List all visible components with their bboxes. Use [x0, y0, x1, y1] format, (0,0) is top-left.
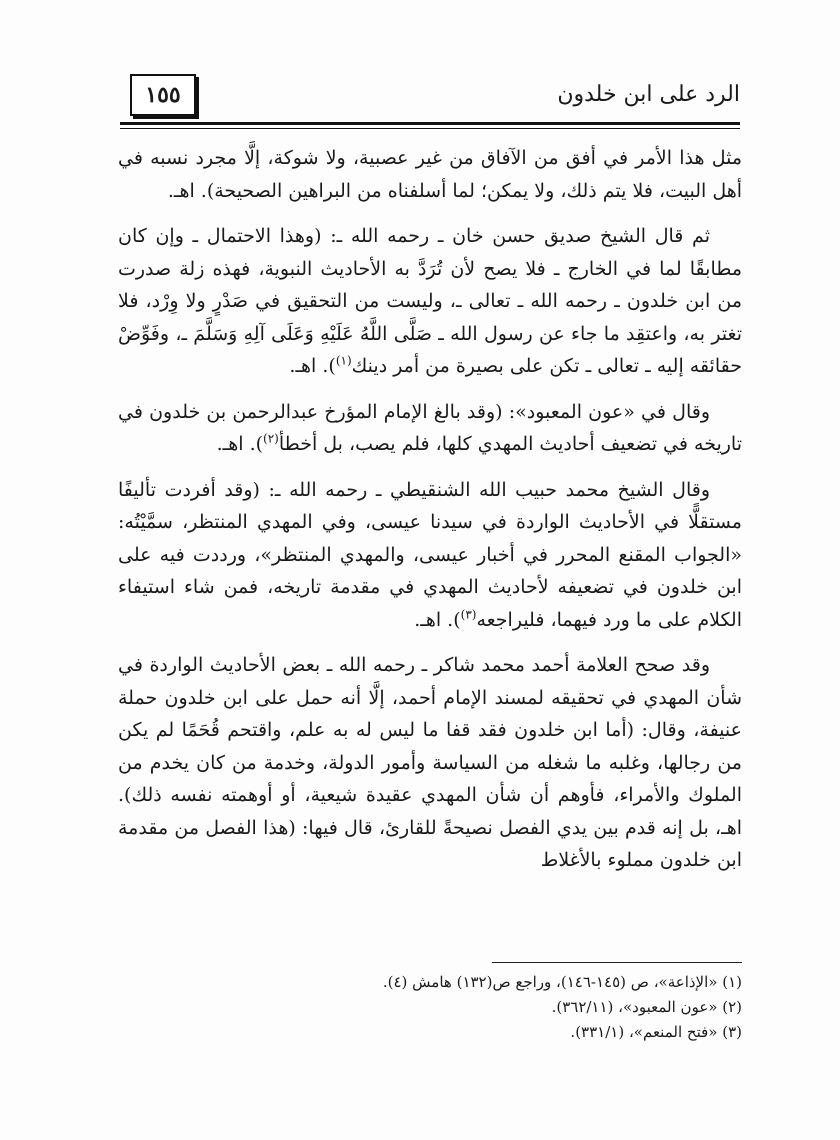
paragraph-text: وقال الشيخ محمد حبيب الله الشنقيطي ـ رحمه الله ـ: (وقد أفردت تأليفًا مستقلًّا في الأحاديث الواردة في سيدنا عيسى، وفي المهدي المنتظر، سمَّيْتُه: «الجواب المقنع المحرر في أخبار عيسى، والمهدي المنتظر»، ورددت فيه على ابن خلدون في تضعيفه لأحاديث المهدي في مقدمة تاريخه، فمن شاء استيفاء الكلام على ما ورد فيهما، فليراجعه	[118, 478, 742, 631]
footnote-ref[interactable]: (٣)	[460, 607, 477, 622]
running-title: الرد على ابن خلدون	[557, 82, 740, 107]
footnote-2: (٢) «عون المعبود»، (٣٦٢/١١).	[551, 998, 742, 1016]
paragraph-text: ثم قال الشيخ صديق حسن خان ـ رحمه الله ـ: (وهذا الاحتمال ـ وإن كان مطابقًا لما في الخارج ـ فلا يصح لأن تُرَدَّ به الأحاديث النبوية، فهذه زلة صدرت من ابن خلدون ـ رحمه الله ـ تعالى ـ، وليست من التحقيق في صَدْرٍ ولا وِرْد، فلا تغتر به، واعتقِد ما جاء عن رسول الله ـ صَلَّى اللَّهُ عَلَيْهِ وَعَلَى آلِهِ وَسَلَّمَ ـ، وفَوِّضْ حقائقه إليه ـ تعالى ـ تكن على بصيرة من أمر دينك	[118, 225, 742, 377]
body-text	[118, 142, 742, 890]
paragraph-2	[118, 220, 742, 383]
footnote-separator	[492, 962, 742, 963]
footnotes	[118, 970, 742, 1045]
page-number: ١٥٥	[130, 74, 196, 116]
paragraph-text: وقد صحح العلامة أحمد محمد شاكر ـ رحمه الله ـ بعض الأحاديث الواردة في شأن المهدي في تحقيقه لمسند الإمام أحمد، إلَّا أنه حمل على ابن خلدون حملة عنيفة، وقال: (أما ابن خلدون فقد قفا ما ليس له به علم، واقتحم قُحَمًا لم يكن من رجالها، وغلبه ما شغله من السياسة وأمور الدولة، وخدمة من كان يخدم من الملوك والأمراء، فأوهم أن شأن المهدي عقيدة شيعية، أو أوهمته نفسه ذلك). اهـ، بل إنه قدم بين يدي الفصل نصيحةً للقارئ، قال فيها: (هذا الفصل من مقدمة ابن خلدون مملوء بالأغلاط	[118, 654, 742, 871]
header-rule	[120, 122, 740, 125]
paragraph-text: مثل هذا الأمر في أفق من الآفاق من غير عصبية، ولا شوكة، إلَّا مجرد نسبه في أهل البيت، فلا يتم ذلك، ولا يمكن؛ لما أسلفناه من البراهين الصحيحة). اهـ.	[118, 147, 743, 202]
paragraph-tail: ). اهـ.	[216, 433, 264, 455]
paragraph-text: وقال في «عون المعبود»: (وقد بالغ الإمام المؤرخ عبدالرحمن بن خلدون في تاريخه في تضعيف أحاديث المهدي كلها، فلم يصب، بل أخطأ	[118, 400, 742, 455]
paragraph-3	[118, 396, 742, 461]
page-header	[120, 70, 740, 122]
paragraph-1	[118, 142, 742, 207]
footnote-3: (٣) «فتح المنعم»، (٣٣١/١).	[570, 1023, 742, 1041]
footnote-1: (١) «الإذاعة»، ص (١٤٥-١٤٦)، وراجع ص(١٣٢) هامش (٤).	[382, 973, 742, 991]
footnote-ref[interactable]: (٢)	[263, 431, 279, 446]
header-rule-thin	[120, 128, 740, 129]
paragraph-5	[118, 649, 742, 877]
paragraph-tail: ). اهـ.	[414, 608, 461, 631]
paragraph-4	[118, 474, 742, 637]
paragraph-tail: ). اهـ.	[289, 355, 336, 377]
footnote-ref[interactable]: (١)	[335, 353, 352, 368]
